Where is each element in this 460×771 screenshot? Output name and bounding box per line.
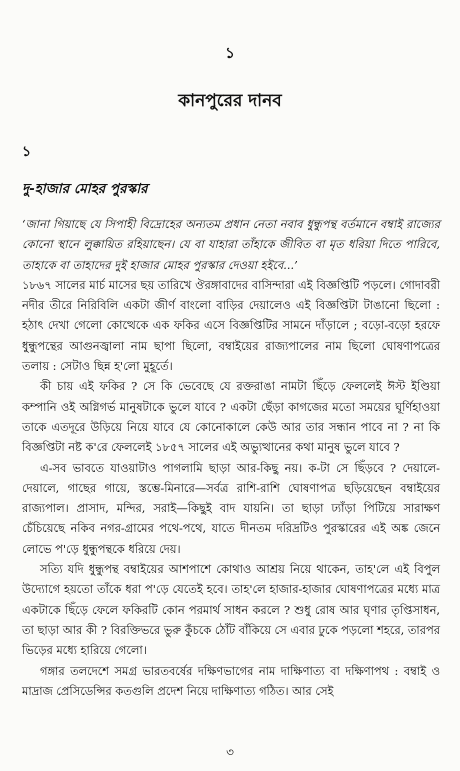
- paragraph: কী চায় এই ফকির ? সে কি ভেবেছে যে রক্তরাঙা নামটা ছিঁড়ে ফেললেই ঈস্ট ইণ্ডিয়া কম্পানি ওই অগ্নিগর্ভ মানুষটাকে ভুলে যাবে ? একটা ছেঁড়া কাগজের মতো সময়ের ঘূর্ণিহাওয়া তাকে এতদূরে উড়িয়ে নিয়ে যাবে যে কোনোকালে কেউ আর তার সন্ধান পাবে না ? না কি বিজ্ঞপ্তিটা নষ্ট ক'রে ফেললেই ১৮৫৭ সালের এই অভ্যুত্থানের কথা মানুষ ভুলে যাবে ?: [22, 379, 440, 455]
- body-text: [22, 214, 440, 701]
- paragraph: গঙ্গার তলদেশে সমগ্র ভারতবর্ষের দক্ষিণভাগের নাম দাক্ষিণাত্য বা দক্ষিণাপথ : বম্বাই ও মাদ্রাজ প্রেসিডেন্সির কতগুলি প্রদেশ নিয়ে দাক্ষিণাত্য গঠিত। আর সেই: [22, 663, 440, 698]
- section-number: ১: [22, 144, 32, 160]
- section-heading: দু-হাজার মোহর পুরস্কার: [22, 181, 148, 197]
- paragraph-notice: ‘জানা গিয়াছে যে সিপাহী বিদ্রোহের অন্যতম প্রধান নেতা নবাব ধুন্ধুপন্থ বর্তমানে বম্বাই রাজ্যের কোনো স্থানে লুক্কায়িত রহিয়াছেন। যে বা যাহারা তাঁহাকে জীবিত বা মৃত ধরিয়া দিতে পারিবে, তাহাকে বা তাহাদের দুই হাজার মোহর পুরস্কার দেওয়া হইবে...’: [22, 217, 440, 272]
- paragraph: এ-সব ভাবতে যাওয়াটাও পাগলামি ছাড়া আর-কিছু নয়। ক-টা সে ছিঁড়বে ? দেয়ালে-দেয়ালে, গাছের গায়ে, স্তম্ভে-মিনারে—সর্বত্র রাশি-রাশি ঘোষণাপত্র ছড়িয়েছেন বম্বাইয়ের রাজ্যপাল। প্রাসাদ, মন্দির, সরাই—কিছুই বাদ যায়নি। তা ছাড়া ঢ্যাঁড়া পিটিয়ে সারাক্ষণ চেঁচিয়েছে নকিব নগর-গ্রামের পথে-পথে, যাতে দীনতম দরিদ্রটিও পুরস্কারের এই অঙ্ক জেনে লোভে প'ড়ে ধুন্ধুপন্থকে ধরিয়ে দেয়।: [22, 460, 440, 556]
- paragraph: ১৮৬৭ সালের মার্চ মাসের ছয় তারিখে ঔরঙ্গাবাদের বাসিন্দারা এই বিজ্ঞপ্তিটি পড়লে। গোদাবরী নদীর তীরে নিরিবিলি একটা জীর্ণ বাংলো বাড়ির দেয়ালেও এই বিজ্ঞপ্তিটা টাঙানো ছিলো : হঠাৎ দেখা গেলো কোত্থেকে এক ফকির এসে বিজ্ঞপ্তিটির সামনে দাঁড়ালে ; বড়ো-বড়ো হরফে ধুন্ধুপন্থের আগুনজ্বালা নাম ছাপা ছিলো, বম্বাইয়ের রাজ্যপালের নাম ছিলো ঘোষণাপত্রের তলায় : সেটাও ছিন্ন হ'লো মুহূর্তে।: [22, 277, 440, 374]
- chapter-number: ১: [225, 44, 235, 62]
- paragraph: সত্যি যদি ধুন্ধুপন্থ বম্বাইয়ের আশপাশে কোথাও আশ্রয় নিয়ে থাকেন, তাহ'লে এই বিপুল উদ্যোগে হয়তো তাঁকে ধরা প'ড়ে যেতেই হবে। তাহ'লে হাজার-হাজার ঘোষণাপত্রের মধ্যে মাত্র একটাকে ছিঁড়ে ফেলে ফকিরটি কোন পরমার্থ সাধন করলে ? শুধু রোষ আর ঘৃণার তৃপ্তিসাধন, তা ছাড়া আর কী ? বিরক্তিভরে ভুরু কুঁচকে ঠোঁট বাঁকিয়ে সে এবার ঢুকে পড়লো শহরে, তারপর ভিড়ের মধ্যে হারিয়ে গেলো।: [22, 562, 440, 658]
- page-number: ৩: [226, 745, 234, 759]
- chapter-title: কানপুরের দানব: [178, 91, 282, 111]
